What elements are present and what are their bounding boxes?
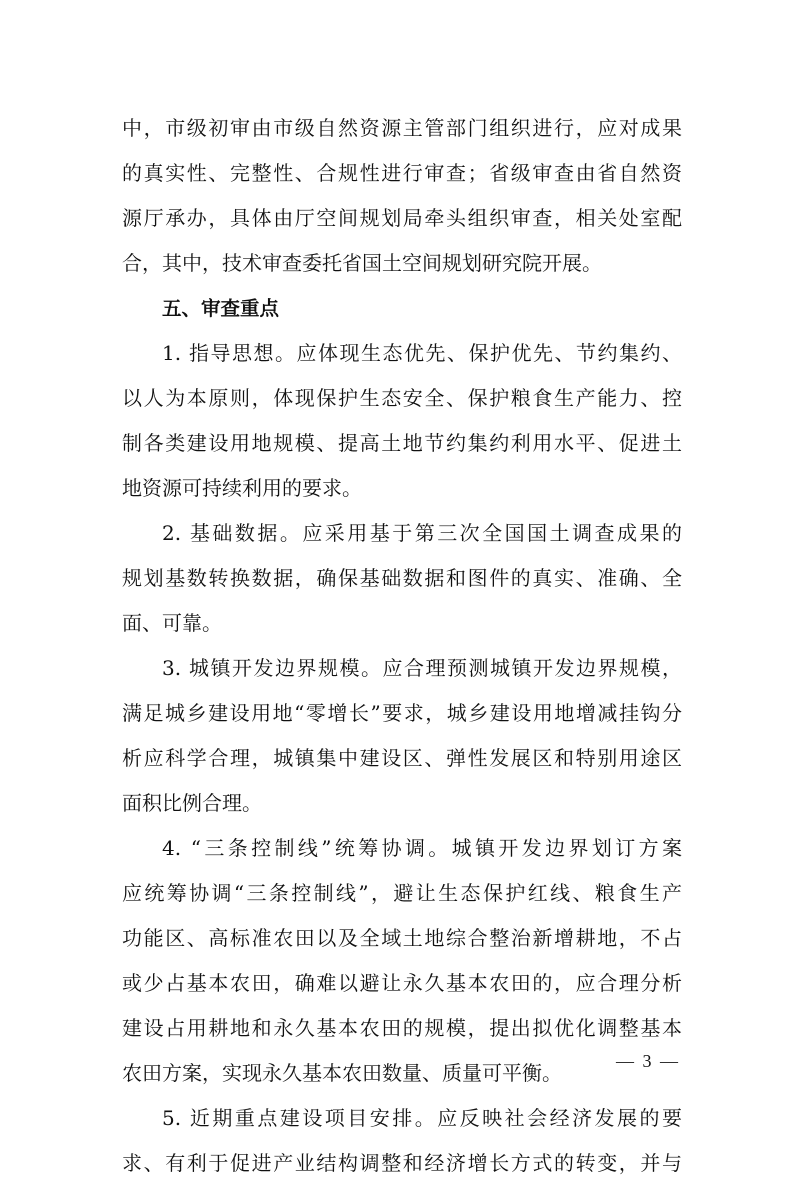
text-line: 制各类建设用地规模、提高土地节约集约利用水平、促进土 [122, 431, 682, 455]
section-heading [122, 286, 682, 331]
text-line: 满足城乡建设用地“零增长”要求，城乡建设用地增减挂钩分 [122, 701, 682, 725]
text-line: 应统筹协调“三条控制线”，避让生态保护红线、粮食生产 [122, 881, 682, 905]
text-line: 合，其中，技术审查委托省国土空间规划研究院开展。 [122, 251, 602, 275]
page-number: — 3 — [616, 1051, 680, 1071]
paragraph [122, 1096, 682, 1186]
text-line: 5. 近期重点建设项目安排。应反映社会经济发展的要 [162, 1106, 682, 1130]
document-body [122, 106, 682, 1186]
text-line: 1. 指导思想。应体现生态优先、保护优先、节约集约、 [162, 341, 682, 365]
text-line: 2. 基础数据。应采用基于第三次全国国土调查成果的 [162, 521, 682, 545]
text-line: 规划基数转换数据，确保基础数据和图件的真实、准确、全 [122, 566, 682, 590]
text-line: 源厅承办，具体由厅空间规划局牵头组织审查，相关处室配 [122, 206, 682, 230]
text-line: 析应科学合理，城镇集中建设区、弹性发展区和特别用途区 [122, 746, 682, 770]
paragraph [122, 646, 682, 826]
text-line: 面、可靠。 [122, 611, 222, 635]
text-line: 求、有利于促进产业结构调整和经济增长方式的转变，并与 [122, 1151, 682, 1175]
paragraph [122, 511, 682, 646]
text-line: 4. “三条控制线”统筹协调。城镇开发边界划订方案 [162, 836, 682, 860]
text-line: 3. 城镇开发边界规模。应合理预测城镇开发边界规模， [162, 656, 682, 680]
text-line: 的真实性、完整性、合规性进行审查；省级审查由省自然资 [122, 161, 682, 185]
section-heading-text: 五、审查重点 [162, 297, 280, 320]
text-line: 或少占基本农田，确难以避让永久基本农田的，应合理分析 [122, 971, 682, 995]
text-line: 建设占用耕地和永久基本农田的规模，提出拟优化调整基本 [122, 1016, 682, 1040]
text-line: 中，市级初审由市级自然资源主管部门组织进行，应对成果 [122, 116, 682, 140]
text-line: 面积比例合理。 [122, 791, 262, 815]
text-line: 功能区、高标准农田以及全域土地综合整治新增耕地，不占 [122, 926, 682, 950]
paragraph [122, 331, 682, 511]
text-line: 以人为本原则，体现保护生态安全、保护粮食生产能力、控 [122, 386, 682, 410]
text-line: 地资源可持续利用的要求。 [122, 476, 362, 500]
paragraph [122, 106, 682, 286]
text-line: 农田方案，实现永久基本农田数量、质量可平衡。 [122, 1061, 562, 1085]
paragraph [122, 826, 682, 1096]
